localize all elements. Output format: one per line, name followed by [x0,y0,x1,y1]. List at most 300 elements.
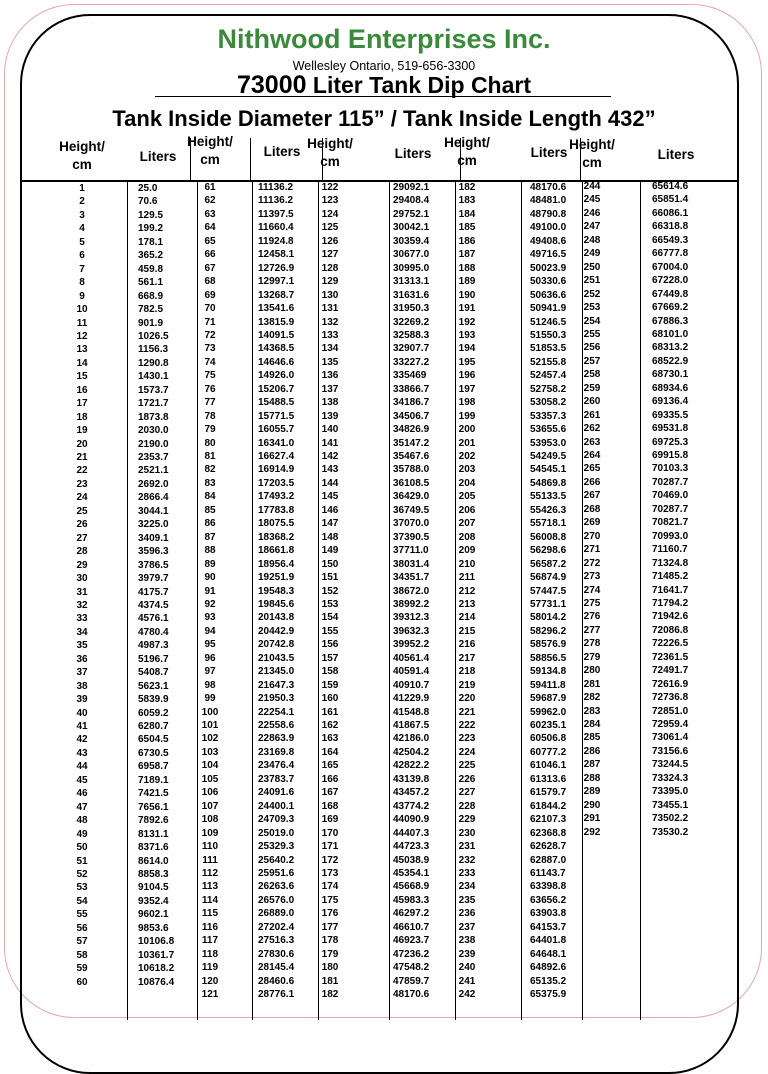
height-cell: 59 [76,963,88,975]
height-cell: 202 [458,451,476,462]
liters-cell: 41867.5 [393,720,430,731]
height-cell: 50 [76,842,88,854]
liters-cell: 39952.2 [393,639,430,651]
liters-cell: 69531.8 [652,423,689,435]
height-cell: 246 [583,207,601,219]
liters-cell: 44723.3 [393,841,430,853]
height-cell: 278 [583,638,601,650]
liters-cell: 59134.8 [530,666,567,678]
height-cell: 283 [583,705,601,717]
liters-cell: 6059.2 [138,707,169,719]
liters-cell: 28460.6 [258,975,295,987]
height-cell: 43 [76,747,88,759]
liters-cell: 5623.1 [138,680,169,692]
height-cell: 290 [583,799,601,811]
height-cell: 255 [583,328,601,340]
liters-cell: 5408.7 [138,667,169,679]
liters-cell: 22863.9 [258,733,295,745]
height-cell: 131 [321,303,339,315]
liters-cell: 26263.6 [258,881,295,893]
liters-cell: 50636.6 [530,289,567,301]
height-cell: 174 [321,881,339,893]
liters-cell: 12997.1 [258,276,295,288]
height-cell: 184 [458,208,476,220]
liters-cell: 30359.4 [393,235,430,247]
height-cell: 110 [201,841,219,853]
liters-cell: 56874.9 [530,572,567,584]
liters-cell: 71794.2 [652,597,689,609]
height-cell: 244 [583,181,601,192]
height-cell: 84 [204,491,216,503]
height-cell: 74 [204,356,216,368]
liters-cell: 10106.8 [138,936,175,948]
height-cell: 286 [583,745,601,757]
height-cell: 273 [583,571,601,583]
liters-cell: 45668.9 [393,881,430,893]
liters-cell: 36108.5 [393,477,430,489]
liters-cell: 66318.8 [652,221,689,233]
height-cell: 116 [201,921,219,933]
column-divider [252,180,253,1020]
liters-cell: 11136.2 [258,182,294,193]
liters-cell: 28145.4 [258,962,295,974]
liters-cell: 60506.8 [530,733,567,745]
height-cell: 194 [458,343,476,355]
company-name: Nithwood Enterprises Inc. [217,24,551,54]
liters-cell: 3596.3 [138,546,169,558]
liters-cell: 36429.0 [393,491,430,503]
height-cell: 226 [458,773,476,785]
liters-cell: 22254.1 [258,706,295,718]
liters-cell: 11136.2 [258,195,294,207]
liters-cell: 61143.7 [530,867,566,879]
height-cell: 97 [204,666,216,678]
liters-cell: 72959.4 [652,719,689,730]
height-cell: 282 [583,692,601,704]
liters-cell: 73324.3 [652,772,689,784]
height-cell: 165 [321,760,339,772]
liters-cell: 34826.9 [393,424,430,436]
height-cell: 254 [583,315,601,327]
liters-cell: 72851.0 [652,705,689,717]
liters-cell: 38031.4 [393,558,430,570]
liters-cell: 72086.8 [652,624,689,636]
liters-cell: 31950.3 [393,303,430,315]
height-cell: 195 [458,356,476,368]
height-cell: 206 [458,504,476,516]
liters-column-header: Liters [394,146,432,161]
height-cell: 155 [321,625,339,637]
liters-cell: 12458.1 [258,249,295,261]
height-cell: 188 [458,262,476,274]
height-cell: 204 [458,477,476,489]
height-cell: 23 [76,478,88,490]
height-cell: 263 [583,436,601,448]
liters-cell: 51246.5 [530,316,567,328]
liters-cell: 13541.6 [258,303,295,315]
liters-cell: 23169.8 [258,746,295,758]
height-cell: 14 [76,357,88,369]
liters-cell: 14368.5 [258,343,295,355]
liters-cell: 65851.4 [652,194,689,206]
height-cell: 151 [321,572,339,584]
liters-cell: 51550.3 [530,329,567,341]
height-cell: 200 [458,424,476,436]
liters-cell: 15206.7 [258,383,295,395]
height-cell: 143 [321,464,339,476]
height-cell: 6 [79,250,85,262]
tank-capacity: 73000 [236,71,307,99]
liters-cell: 36749.5 [393,504,430,516]
liters-cell: 67004.0 [652,261,689,273]
liters-cell: 178.1 [138,236,164,248]
height-cell: 95 [204,639,216,651]
liters-cell: 20742.8 [258,639,295,651]
liters-cell: 57731.1 [530,598,567,610]
height-cell: 172 [321,854,339,866]
height-cell: 134 [321,343,339,355]
height-cell: 208 [458,531,476,543]
height-cell: 218 [458,666,476,678]
liters-cell: 10876.4 [138,976,175,988]
height-cell: 118 [201,948,219,960]
liters-cell: 39312.3 [393,612,430,624]
height-cell: 92 [204,598,216,610]
liters-cell: 71641.7 [652,584,689,596]
liters-cell: 6504.5 [138,734,169,746]
liters-cell: 27830.6 [258,948,295,960]
height-cell: 258 [583,369,601,381]
height-cell: 234 [458,881,476,893]
liters-cell: 17493.2 [258,491,295,503]
height-cell: 145 [321,491,339,503]
height-column-header: Height/ cm [187,134,233,167]
height-cell: 54 [76,895,88,907]
height-cell: 149 [321,545,339,557]
height-cell: 31 [76,586,88,598]
height-cell: 25 [76,505,88,517]
height-cell: 4 [79,223,85,235]
height-cell: 168 [321,800,339,812]
liters-cell: 63398.8 [530,881,567,893]
liters-cell: 66777.8 [652,248,689,260]
height-cell: 57 [76,936,88,948]
liters-cell: 55133.5 [530,491,567,503]
liters-cell: 23783.7 [258,773,295,785]
height-cell: 239 [458,948,476,960]
height-cell: 221 [458,706,476,718]
height-cell: 235 [458,894,476,906]
height-cell: 107 [201,800,219,812]
height-cell: 230 [458,827,476,839]
height-cell: 70 [204,303,216,315]
height-cell: 53 [76,882,88,894]
height-cell: 158 [321,666,339,678]
liters-cell: 14091.5 [258,329,295,341]
height-cell: 96 [204,652,216,664]
liters-cell: 42504.2 [393,746,430,758]
height-cell: 152 [321,585,339,597]
liters-cell: 66549.3 [652,234,689,246]
liters-cell: 55718.1 [530,518,567,530]
liters-cell: 45038.9 [393,854,430,866]
liters-cell: 54869.8 [530,477,567,489]
height-cell: 79 [204,424,216,436]
height-cell: 231 [458,841,476,853]
height-cell: 183 [458,195,476,207]
liters-cell: 48170.6 [530,182,567,193]
height-cell: 276 [583,611,601,623]
liters-cell: 2030.0 [138,425,169,437]
height-cell: 85 [204,504,216,516]
height-cell: 179 [321,948,339,960]
liters-cell: 1430.1 [138,371,169,383]
liters-cell: 335469 [393,370,427,382]
liters-cell: 54249.5 [530,451,567,462]
height-cell: 260 [583,396,601,408]
liters-cell: 44090.9 [393,814,430,826]
liters-cell: 50023.9 [530,262,567,274]
height-cell: 141 [321,437,339,449]
height-cell: 127 [321,249,339,261]
height-cell: 75 [204,370,216,382]
liters-cell: 25329.3 [258,841,295,853]
height-cell: 80 [204,437,216,449]
liters-cell: 11660.4 [258,222,294,234]
column-divider [127,180,128,1020]
liters-cell: 4374.5 [138,599,169,611]
liters-cell: 53655.6 [530,424,567,436]
liters-cell: 73156.6 [652,745,689,757]
liters-cell: 129.5 [138,209,164,221]
liters-cell: 5196.7 [138,653,169,665]
liters-cell: 70469.0 [652,490,689,502]
tank-dimensions: Tank Inside Diameter 115” / Tank Inside Length 432” [112,106,656,131]
liters-cell: 44407.3 [393,827,430,839]
height-cell: 45 [76,774,88,786]
height-cell: 190 [458,289,476,301]
liters-cell: 40591.4 [393,666,430,678]
height-cell: 10 [76,304,88,316]
liters-cell: 61313.6 [530,773,567,785]
liters-cell: 24091.6 [258,787,295,799]
liters-cell: 66086.1 [652,207,689,219]
height-cell: 111 [202,854,218,866]
height-cell: 30 [76,573,88,585]
liters-cell: 15488.5 [258,397,295,409]
height-cell: 223 [458,733,476,745]
height-cell: 176 [321,908,339,920]
height-cell: 167 [321,787,339,799]
height-cell: 219 [458,679,476,691]
company-address: Wellesley Ontario, 519-656-3300 [292,59,476,73]
liters-cell: 1873.8 [138,411,169,423]
liters-cell: 13815.9 [258,316,295,328]
height-cell: 196 [458,370,476,382]
liters-cell: 37711.0 [393,545,429,557]
liters-cell: 51853.5 [530,343,567,355]
height-cell: 3 [79,209,85,221]
height-cell: 291 [583,813,601,825]
height-cell: 78 [204,410,216,422]
liters-cell: 3979.7 [138,573,169,585]
liters-cell: 46923.7 [393,935,430,947]
liters-column-header: Liters [139,149,177,164]
liters-cell: 53058.2 [530,397,567,409]
liters-cell: 56298.6 [530,545,567,557]
liters-cell: 459.8 [138,263,164,275]
height-cell: 245 [583,194,601,206]
height-cell: 91 [204,585,216,597]
liters-cell: 782.5 [138,304,164,316]
height-cell: 173 [321,867,339,879]
liters-cell: 18661.8 [258,545,295,557]
height-cell: 192 [458,316,476,328]
height-cell: 212 [458,585,476,597]
liters-cell: 37070.0 [393,518,430,530]
liters-cell: 27516.3 [258,935,295,947]
height-cell: 229 [458,814,476,826]
liters-cell: 2353.7 [138,452,169,463]
liters-cell: 19845.6 [258,598,295,610]
liters-cell: 16341.0 [258,437,295,449]
liters-cell: 43457.2 [393,787,430,799]
height-cell: 227 [458,787,476,799]
height-cell: 250 [583,261,601,273]
liters-cell: 19548.3 [258,585,295,597]
liters-cell: 45983.3 [393,894,430,906]
liters-cell: 46297.2 [393,908,430,920]
height-cell: 64 [204,222,216,234]
liters-cell: 6958.7 [138,761,169,773]
height-cell: 139 [321,410,339,422]
liters-cell: 52758.2 [530,383,567,395]
liters-column-header: Liters [263,144,301,159]
liters-cell: 4576.1 [138,613,169,625]
height-cell: 20 [76,438,88,450]
liters-cell: 43139.8 [393,773,430,785]
liters-cell: 29752.1 [393,208,430,220]
liters-cell: 8371.6 [138,842,169,854]
height-cell: 24 [76,492,88,504]
liters-cell: 32907.7 [393,343,430,355]
height-cell: 104 [201,760,219,772]
height-cell: 39 [76,694,88,706]
liters-cell: 30677.0 [393,249,430,261]
liters-cell: 20442.9 [258,625,295,637]
height-cell: 19 [76,425,88,437]
liters-cell: 21647.3 [258,679,295,691]
height-cell: 128 [321,262,339,274]
liters-cell: 43774.2 [393,800,430,812]
liters-cell: 1156.3 [138,344,169,356]
height-cell: 17 [76,398,88,410]
chart-title-text: Liter Tank Dip Chart [306,72,532,98]
liters-cell: 71942.6 [652,611,689,623]
liters-cell: 16914.9 [258,464,295,476]
height-cell: 214 [458,612,476,624]
liters-cell: 41229.9 [393,693,430,705]
liters-cell: 13268.7 [258,289,295,301]
height-cell: 222 [458,720,476,731]
liters-cell: 70103.3 [652,463,689,475]
liters-cell: 63656.2 [530,894,567,906]
height-cell: 178 [321,935,339,947]
height-cell: 62 [204,195,216,207]
liters-cell: 62887.0 [530,854,567,866]
liters-cell: 28776.1 [258,989,295,1000]
height-cell: 28 [76,546,88,558]
height-cell: 210 [458,558,476,570]
liters-cell: 31313.1 [393,276,430,288]
height-cell: 125 [321,222,339,234]
height-cell: 267 [583,490,601,502]
liters-cell: 6280.7 [138,721,169,732]
liters-cell: 14646.6 [258,356,295,368]
height-cell: 193 [458,329,476,341]
height-cell: 147 [321,518,339,530]
height-cell: 32 [76,599,88,611]
liters-cell: 70287.7 [652,503,689,515]
liters-cell: 50941.9 [530,303,567,315]
height-cell: 105 [201,773,219,785]
liters-cell: 2521.1 [138,465,169,477]
liters-cell: 2692.0 [138,478,169,490]
height-cell: 279 [583,651,601,663]
liters-cell: 72361.5 [652,651,689,663]
liters-cell: 42186.0 [393,733,430,745]
liters-cell: 9104.5 [138,882,169,894]
height-cell: 2 [79,196,85,208]
liters-cell: 69725.3 [652,436,689,448]
height-cell: 253 [583,302,601,314]
liters-cell: 3786.5 [138,559,169,571]
height-cell: 216 [458,639,476,651]
liters-cell: 68934.6 [652,382,689,394]
liters-cell: 63903.8 [530,908,567,920]
height-cell: 7 [79,263,85,275]
liters-cell: 18075.5 [258,518,295,530]
height-cell: 100 [201,706,219,718]
liters-cell: 18956.4 [258,558,295,570]
height-column-header: Height/ cm [444,135,490,168]
height-cell: 225 [458,760,476,772]
height-cell: 126 [321,235,339,247]
height-cell: 264 [583,450,601,461]
liters-cell: 68101.0 [652,328,689,340]
height-cell: 140 [321,424,339,436]
liters-cell: 31631.6 [393,289,430,301]
liters-cell: 30995.0 [393,262,430,274]
height-cell: 130 [321,289,339,301]
height-cell: 47 [76,801,88,813]
liters-cell: 59962.0 [530,706,567,718]
height-cell: 197 [458,383,476,395]
height-cell: 228 [458,800,476,812]
liters-cell: 67886.3 [652,315,689,327]
liters-cell: 69335.5 [652,409,689,421]
liters-cell: 48481.0 [530,195,567,207]
liters-cell: 73455.1 [652,799,689,811]
height-cell: 224 [458,746,476,758]
height-cell: 101 [201,720,219,731]
liters-cell: 47859.7 [393,975,430,987]
liters-cell: 40561.4 [393,652,430,664]
liters-cell: 33227.2 [393,356,430,368]
height-cell: 13 [76,344,88,356]
height-cell: 262 [583,423,601,435]
liters-cell: 58856.5 [530,652,567,664]
